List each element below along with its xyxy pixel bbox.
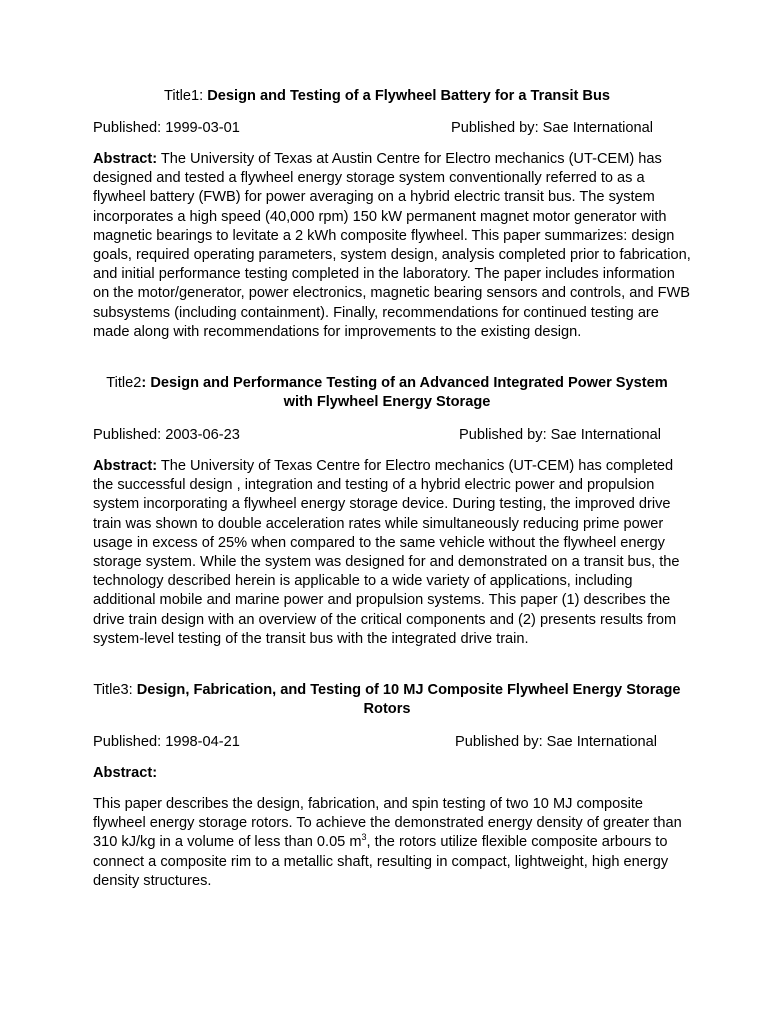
paper-3-abstract-heading [93, 764, 693, 783]
paper-3-abstract-text-1: This paper describes the design, fabrication, and spin testing of two 10 MJ composite flywheel energy storage rotors. To achieve the demonstrated energy density of greater than 310 kJ/kg in a volume of less than 0.05 m [93, 796, 682, 851]
paper-1-abstract-label: Abstract: [93, 151, 158, 167]
paper-1-abstract-text: The University of Texas at Austin Centre for Electro mechanics (UT-CEM) has designed and tested a flywheel energy storage system conventionally referred to as a flywheel battery (FWB) for power averaging on a hybrid electric transit bus. The system incorporates a high speed (40,000 rpm) 150 kW permanent magnet motor generator with magnetic bearings to levitate a 2 kWh composite flywheel. This paper summarizes: design goals, required operating parameters, system design, analysis completed prior to fabrication, and initial performance testing completed in the laboratory. The paper includes information on the motor/generator, power electronics, magnetic bearing sensors and controls, and FWB subsystems (including containment). Finally, recommendations for continued testing are made along with recommendations for improvements to the existing design. [93, 151, 691, 340]
paper-2-published: Published: 2003-06-23 [93, 427, 240, 443]
paper-2-abstract-label: Abstract: [93, 458, 158, 474]
paper-2-published-by: Published by: Sae International [459, 427, 662, 443]
superscript-3: 3 [361, 831, 367, 842]
paper-3-published-by: Published by: Sae International [455, 734, 658, 750]
paper-3-title-sep: : [128, 682, 133, 698]
paper-2-title-text: Design and Performance Testing of an Advanced Integrated Power System with Flywheel Energy Storage [146, 375, 668, 411]
paper-1-title [93, 87, 681, 106]
paper-3-title-text: Design, Fabrication, and Testing of 10 MJ Composite Flywheel Energy Storage Rotors [132, 682, 681, 718]
paper-2-title-sep: : [141, 375, 147, 391]
paper-1-title-prefix: Title1 [163, 88, 200, 104]
paper-1-title-text: Design and Testing of a Flywheel Battery for a Transit Bus [203, 88, 611, 104]
paper-2-title [93, 374, 681, 412]
paper-1-abstract [93, 150, 693, 342]
paper-1-published-by: Published by: Sae International [451, 120, 654, 136]
paper-3-title-prefix: Title3 [93, 682, 129, 698]
paper-1-published: Published: 1999-03-01 [93, 120, 240, 136]
paper-3-published: Published: 1998-04-21 [93, 734, 240, 750]
paper-3-abstract-label: Abstract: [93, 765, 158, 781]
paper-2-abstract [93, 457, 693, 649]
paper-2-title-prefix: Title2 [106, 375, 142, 391]
paper-1-title-sep: : [199, 88, 204, 104]
paper-3-abstract [93, 795, 683, 891]
paper-3-abstract-text-2: , the rotors utilize flexible composite arbours to connect a composite rim to a metallic shaft, resulting in compact, lightweight, high energy density structures. [93, 834, 669, 889]
paper-2-abstract-text: The University of Texas Centre for Electro mechanics (UT-CEM) has completed the successful design , integration and testing of a hybrid electric power and propulsion system incorporating a flywheel energy storage device. During testing, the improved drive train was shown to double acceleration rates while simultaneously reducing prime power usage in excess of 25% when compared to the same vehicle without the flywheel energy storage system. While the system was designed for and demonstrated on a transit bus, the technology described herein is applicable to a wide variety of applications, including additional mobile and marine power and propulsion systems. This paper (1) describes the drive train design with an overview of the critical components and (2) presents results from system-level testing of the transit bus with the integrated drive train. [93, 458, 680, 647]
paper-3-title [93, 681, 681, 719]
